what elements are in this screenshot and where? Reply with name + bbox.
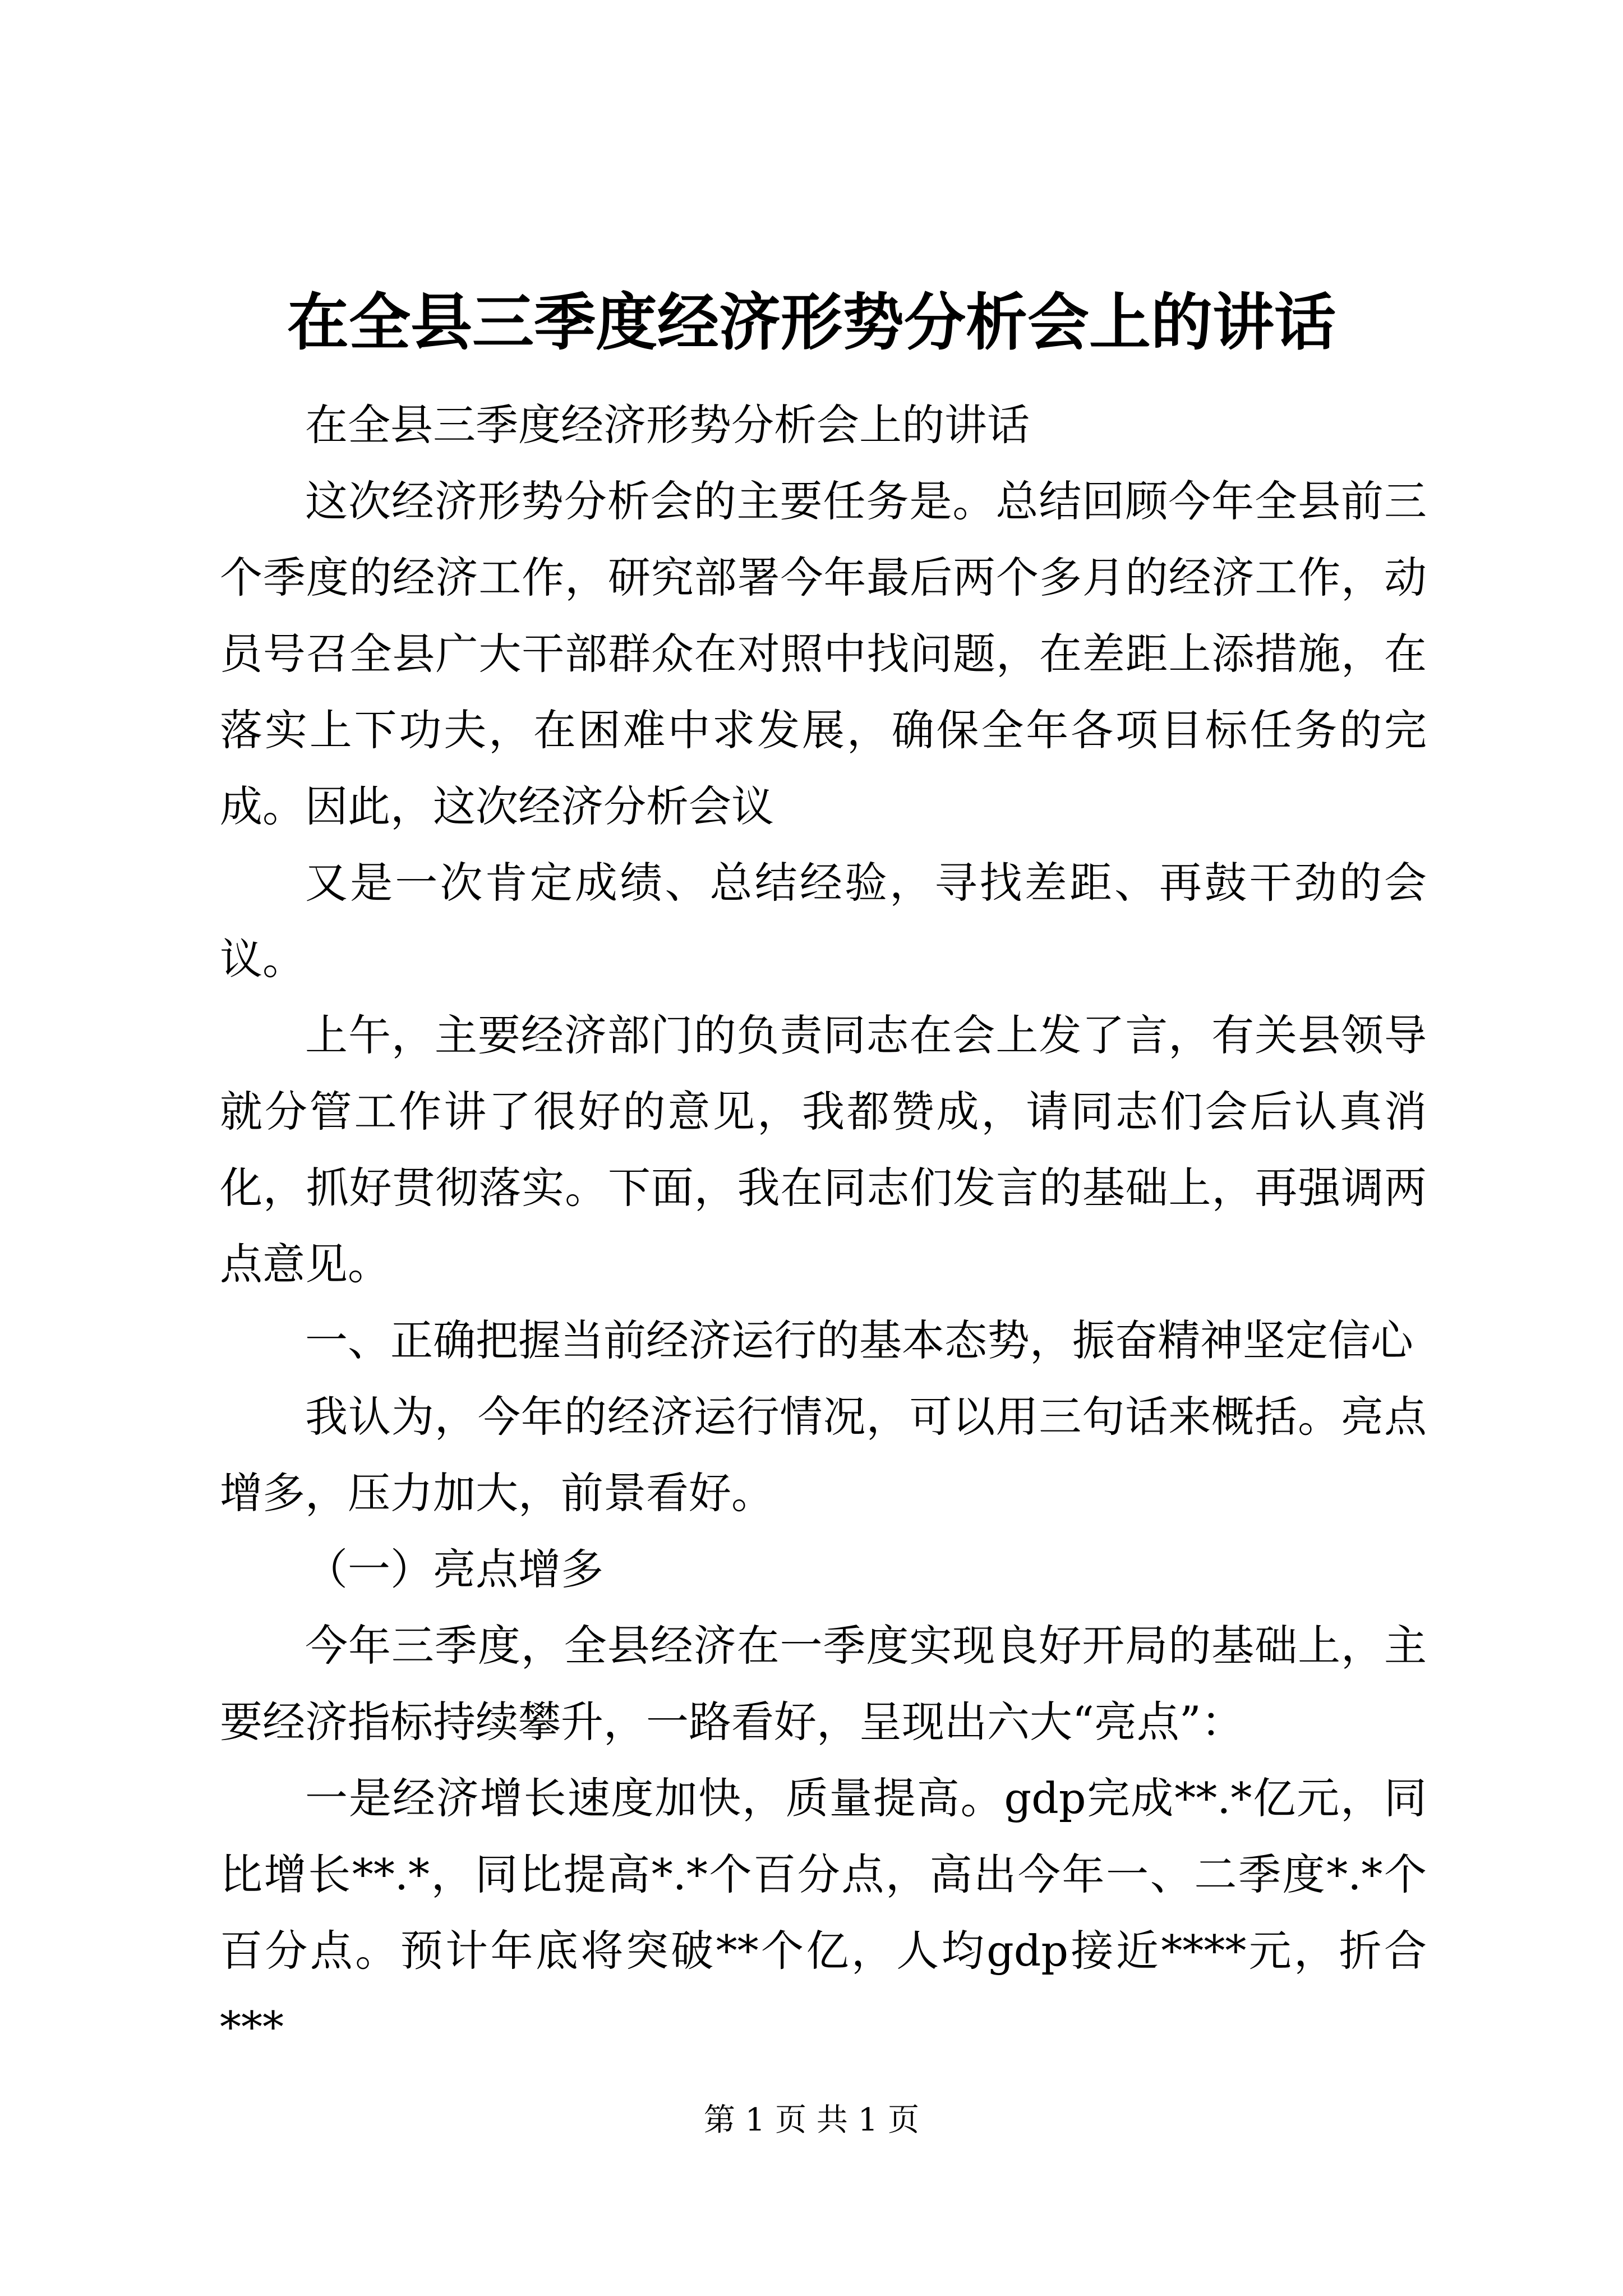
document-title: 在全县三季度经济形势分析会上的讲话 [287,286,1336,358]
paragraph-summary: 我认为，今年的经济运行情况，可以用三句话来概括。亮点增多，压力加大，前景看好。 [220,1392,1427,1518]
paragraph-morning-session: 上午，主要经济部门的负责同志在会上发了言，有关县领导就分管工作讲了很好的意见，我都赞成，请同志们会后认真消化，抓好贯彻落实。下面，我在同志们发言的基础上，再强调两点意见。 [220,1010,1427,1289]
subsection-heading-highlights: （一）亮点增多 [305,1544,603,1594]
paragraph-subtitle: 在全县三季度经济形势分析会上的讲话 [305,400,1030,450]
page-footer: 第 1 页 共 1 页 [703,2102,920,2138]
section-heading-one: 一、正确把握当前经济运行的基本态势，振奋精神坚定信心 [305,1315,1413,1365]
paragraph-intro: 这次经济形势分析会的主要任务是。总结回顾今年全县前三个季度的经济工作，研究部署今年最后两个多月的经济工作，动员号召全县广大干部群众在对照中找问题，在差距上添措施，在落实上下功夫，在困难中求发展，确保全年各项目标任务的完成。因此，这次经济分析会议 [220,476,1427,831]
paragraph-meeting-purpose: 又是一次肯定成绩、总结经验，寻找差距、再鼓干劲的会议。 [220,858,1427,984]
paragraph-growth: 一是经济增长速度加快，质量提高。gdp完成**.*亿元，同比增长**.*，同比提高*.*个百分点，高出今年一、二季度*.*个百分点。预计年底将突破**个亿，人均gdp接近****元，折合*** [220,1773,1427,2052]
paragraph-q3-overview: 今年三季度，全县经济在一季度实现良好开局的基础上，主要经济指标持续攀升，一路看好，呈现出六大“亮点”： [220,1621,1427,1747]
document-body [220,387,1427,2065]
